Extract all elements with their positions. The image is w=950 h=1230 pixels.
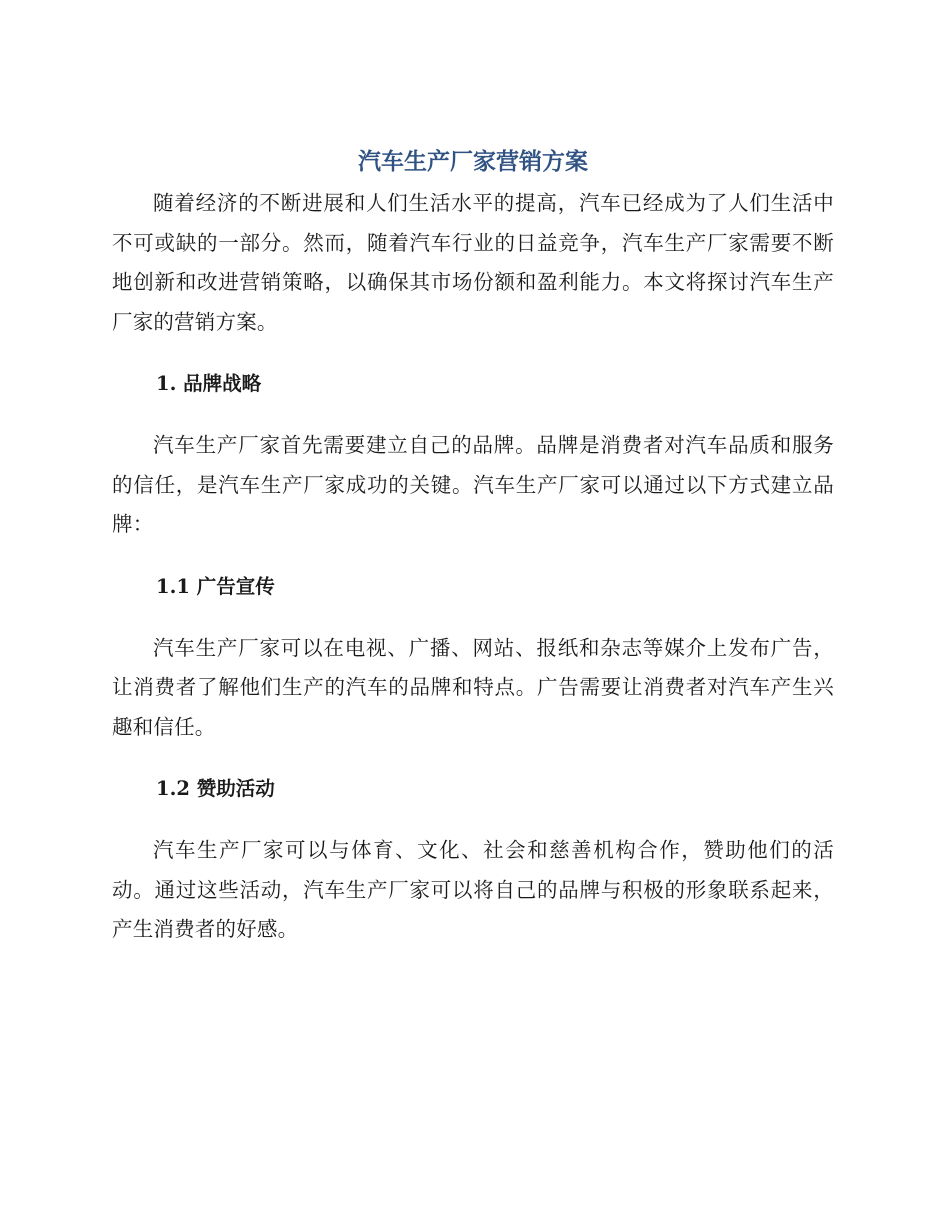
document-title: 汽车生产厂家营销方案: [358, 149, 588, 175]
document-page: [112, 140, 834, 950]
section-body-brand-strategy: 汽车生产厂家首先需要建立自己的品牌。品牌是消费者对汽车品质和服务的信任，是汽车生产厂家成功的关键。汽车生产厂家可以通过以下方式建立品牌：: [112, 433, 834, 536]
section-body-advertising: 汽车生产厂家可以在电视、广播、网站、报纸和杂志等媒介上发布广告，让消费者了解他们生产的汽车的品牌和特点。广告需要让消费者对汽车产生兴趣和信任。: [112, 635, 834, 739]
intro-paragraph: 随着经济的不断进展和人们生活水平的提高，汽车已经成为了人们生活中不可或缺的一部分。然而，随着汽车行业的日益竞争，汽车生产厂家需要不断地创新和改进营销策略，以确保其市场份额和盈利能力。本文将探讨汽车生产厂家的营销方案。: [112, 191, 834, 334]
section-body-sponsorship: 汽车生产厂家可以与体育、文化、社会和慈善机构合作，赞助他们的活动。通过这些活动，汽车生产厂家可以将自己的品牌与积极的形象联系起来，产生消费者的好感。: [112, 838, 834, 941]
section-heading-advertising: 1.1 广告宣传: [156, 574, 275, 598]
section-heading-sponsorship: 1.2 赞助活动: [156, 777, 275, 800]
section-heading-brand-strategy: 1. 品牌战略: [156, 372, 262, 395]
